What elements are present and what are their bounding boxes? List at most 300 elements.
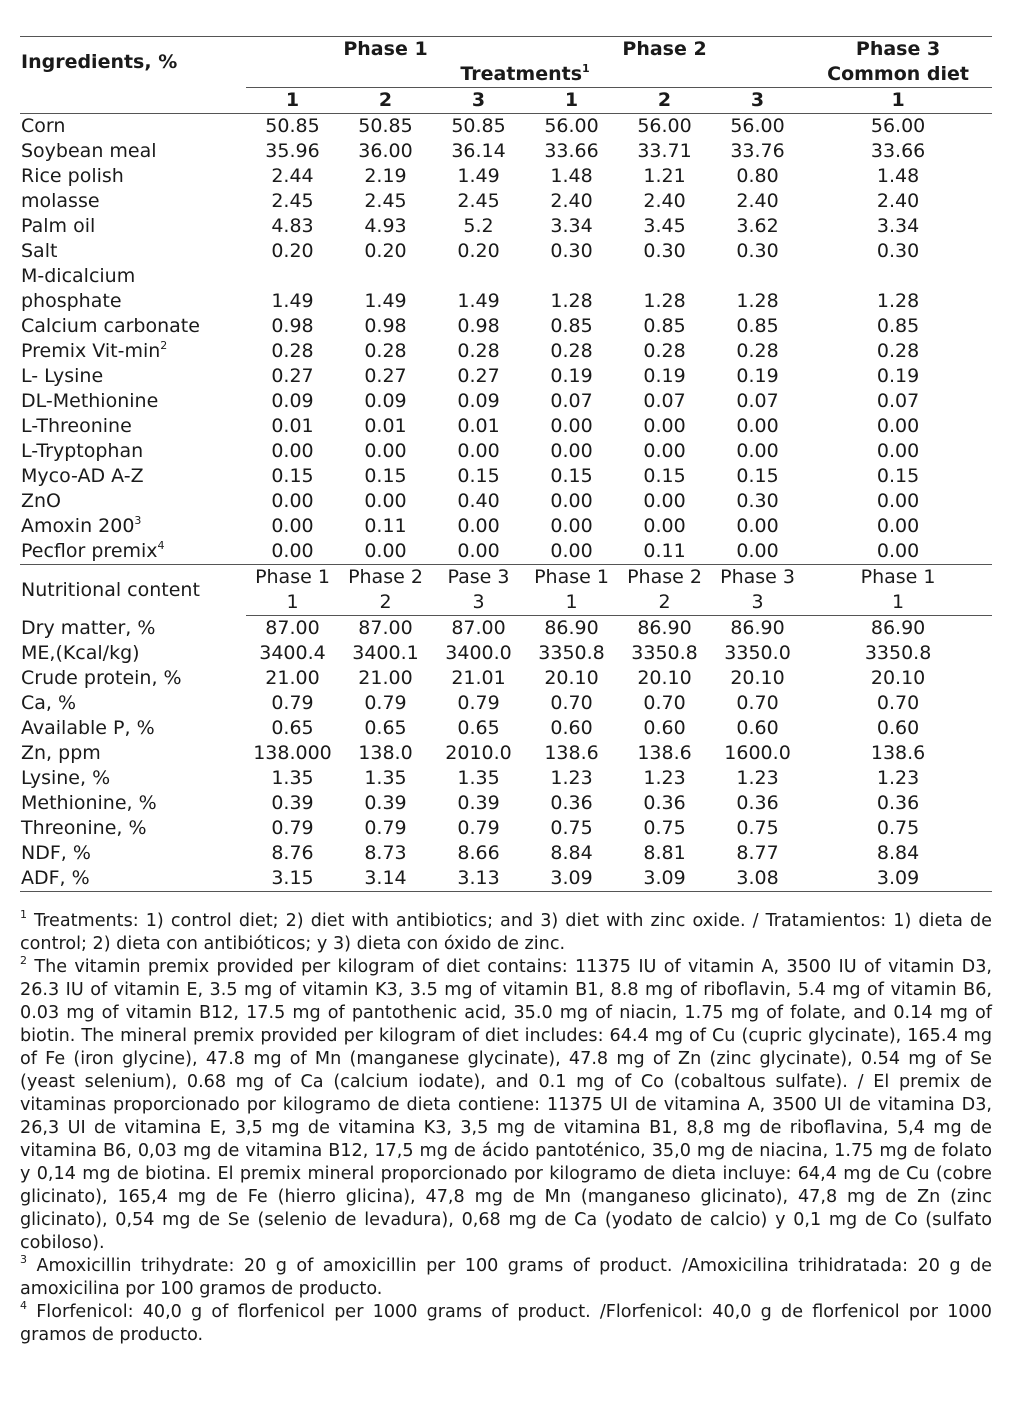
value-cell: 0.28	[271, 340, 314, 362]
row-label-text: phosphate	[21, 290, 122, 312]
value-cell: 0.36	[643, 792, 686, 814]
row-label-text: DL-Methionine	[21, 390, 159, 412]
value-cell: 8.66	[457, 842, 500, 864]
value-cell: 0.28	[876, 340, 920, 362]
nutritional-content-header: Nutritional content	[21, 578, 200, 601]
value-cell: 0.00	[643, 515, 686, 537]
row-label-text: M-dicalcium	[21, 265, 136, 287]
value-cell: 0.00	[364, 490, 407, 512]
row-label	[20, 791, 246, 816]
nutritional-phase-label: Phase 1	[860, 566, 936, 588]
row-label-text: Palm oil	[21, 215, 96, 237]
value-cell: 0.20	[271, 240, 314, 262]
nutritional-treatment-number: 1	[804, 590, 992, 616]
value-cell: 0.15	[876, 465, 920, 487]
value-cell: 3.45	[643, 215, 686, 237]
common-diet-header: Common diet	[804, 62, 992, 88]
value-cell: 1.28	[550, 290, 593, 312]
value-cell: 0.09	[271, 390, 314, 412]
row-label	[20, 666, 246, 691]
treatment-number-row	[20, 88, 992, 114]
value-cell: 3.09	[618, 866, 711, 892]
value-cell: 0.80	[736, 165, 779, 187]
nutritional-treatment-number: 1	[525, 590, 618, 616]
value-cell: 0.19	[876, 365, 920, 387]
footnote-mark: 2	[160, 339, 168, 352]
row-label-text: Corn	[21, 115, 66, 137]
value-cell: 0.85	[876, 315, 920, 337]
treatment-number: 3	[432, 88, 525, 114]
value-cell: 1.23	[643, 767, 686, 789]
row-label	[20, 539, 246, 565]
value-cell: 1600.0	[724, 742, 791, 764]
value-cell: 0.01	[457, 415, 500, 437]
value-cell: 2010.0	[445, 742, 512, 764]
value-cell: 1.48	[550, 165, 593, 187]
row-label	[20, 464, 246, 489]
value-cell	[804, 264, 992, 289]
value-cell: 0.85	[550, 315, 593, 337]
value-cell: 0.39	[457, 792, 500, 814]
value-cell: 0.07	[550, 390, 593, 412]
nutrient-row	[20, 666, 992, 691]
row-label	[20, 264, 246, 289]
value-cell: 0.00	[432, 539, 525, 565]
value-cell: 21.00	[265, 667, 320, 689]
value-cell: 3.14	[339, 866, 432, 892]
row-label-text: Rice polish	[21, 165, 124, 187]
value-cell: 86.90	[544, 617, 599, 639]
ingredient-row	[20, 214, 992, 239]
value-cell: 8.84	[550, 842, 593, 864]
value-cell: 50.85	[265, 115, 320, 137]
value-cell: 5.2	[463, 215, 494, 237]
value-cell: 1.35	[364, 767, 407, 789]
footnote-mark: 4	[20, 1299, 27, 1312]
ingredient-row	[20, 489, 992, 514]
value-cell: 0.30	[550, 240, 593, 262]
value-cell: 3.13	[432, 866, 525, 892]
value-cell: 0.60	[643, 717, 686, 739]
value-cell: 0.00	[246, 539, 339, 565]
footnote-text: Treatments: 1) control diet; 2) diet with antibiotics; and 3) diet with zinc oxide. / Tratamientos: 1) dieta de control; 2) dieta con antibióticos; y 3) dieta con óxido de zinc.	[20, 911, 992, 954]
row-label	[20, 716, 246, 741]
footnote-1	[20, 910, 992, 956]
ingredient-row	[20, 264, 992, 289]
value-cell: 1.23	[550, 767, 593, 789]
ingredient-row	[20, 539, 992, 565]
value-cell: 0.00	[711, 539, 804, 565]
value-cell: 0.79	[271, 692, 314, 714]
value-cell: 0.15	[271, 465, 314, 487]
value-cell: 0.00	[525, 539, 618, 565]
value-cell: 0.30	[876, 240, 920, 262]
row-label-text: Lysine, %	[21, 767, 111, 789]
row-label	[20, 164, 246, 189]
value-cell: 0.00	[271, 440, 314, 462]
value-cell: 0.30	[643, 240, 686, 262]
row-label	[20, 841, 246, 866]
row-label	[20, 616, 246, 642]
row-label	[20, 866, 246, 892]
value-cell: 86.90	[870, 617, 926, 639]
value-cell: 0.09	[364, 390, 407, 412]
ingredient-row	[20, 364, 992, 389]
value-cell: 138.6	[637, 742, 692, 764]
ingredient-row	[20, 414, 992, 439]
nutrient-row	[20, 816, 992, 841]
phase-2-header: Phase 2	[525, 37, 804, 63]
value-cell: 0.00	[271, 515, 314, 537]
row-label	[20, 339, 246, 364]
value-cell	[618, 264, 711, 289]
value-cell: 0.28	[364, 340, 407, 362]
nutritional-phase-label: Phase 1	[255, 566, 330, 588]
value-cell: 3.09	[525, 866, 618, 892]
value-cell: 33.66	[544, 140, 599, 162]
value-cell: 2.40	[736, 190, 779, 212]
value-cell: 1.49	[364, 290, 407, 312]
ingredient-row	[20, 189, 992, 214]
value-cell: 36.14	[451, 140, 506, 162]
treatment-number: 1	[246, 88, 339, 114]
value-cell: 0.00	[643, 415, 686, 437]
value-cell: 20.10	[870, 667, 926, 689]
value-cell: 1.49	[271, 290, 314, 312]
value-cell	[246, 264, 339, 289]
value-cell: 0.79	[364, 817, 407, 839]
row-label-text: Crude protein, %	[21, 667, 182, 689]
value-cell: 8.76	[271, 842, 314, 864]
diet-composition-table	[20, 36, 992, 892]
row-label-text: NDF, %	[21, 842, 91, 864]
footnote-4	[20, 1301, 992, 1347]
row-label-text: L- Lysine	[21, 365, 104, 387]
value-cell: 0.70	[736, 692, 779, 714]
value-cell	[432, 264, 525, 289]
value-cell: 0.60	[550, 717, 593, 739]
ingredient-row	[20, 464, 992, 489]
value-cell: 1.48	[876, 165, 920, 187]
footnotes	[20, 910, 992, 1347]
value-cell: 20.10	[544, 667, 599, 689]
value-cell: 8.77	[736, 842, 779, 864]
value-cell: 0.20	[457, 240, 500, 262]
value-cell: 0.65	[457, 717, 500, 739]
row-label	[20, 289, 246, 314]
row-label	[20, 439, 246, 464]
footnote-text: The vitamin premix provided per kilogram of diet contains: 11375 IU of vitamin A, 3500 IU of vitamin D3, 26.3 IU of vitamin E, 3.5 mg of vitamin K3, 3.5 mg of vitamin B1, 8.8 mg of riboflavin, 5.4 mg of vitamin B6, 0.03 mg of vitamin B12, 17.5 mg of pantothenic acid, 35.0 mg of niacin, 1.75 mg of folate, and 0.14 mg of biotin. The mineral premix provided per kilogram of diet includes: 64.4 mg of Cu (cupric glycinate), 165.4 mg of Fe (iron glycine), 47.8 mg of Mn (manganese glycinate), 47.8 mg of Zn (zinc glycinate), 0.54 mg of Se (yeast selenium), 0.68 mg of Ca (calcium iodate), and 0.1 mg of Co (cobaltous sulfate). / El premix de vitaminas proporcionado por kilogramo de dieta contiene: 11375 UI de vitamina A, 3500 UI de vitamina D3, 26,3 UI de vitamina E, 3,5 mg de vitamina K3, 3,5 mg de vitamina B1, 8,8 mg de riboflavina, 5,4 mg de vitamina B6, 0,03 mg de vitamina B12, 17,5 mg de ácido pantoténico, 35,0 mg de niacina, 1.75 mg de folato y 0,14 mg de biotina. El premix mineral proporcionado por kilogramo de dieta incluye: 64,4 mg de Cu (cobre glicinato), 165,4 mg de Fe (hierro glicina), 47,8 mg de Mn (manganeso glicinato), 47,8 mg de Zn (zinc glicinato), 0,54 mg de Se (selenio de levadura), 0,68 mg de Ca (yodato de calcio) y 0,1 mg de Co (sulfato cobiloso).	[20, 957, 992, 1253]
value-cell: 0.28	[550, 340, 593, 362]
value-cell: 2.45	[271, 190, 314, 212]
row-label	[20, 489, 246, 514]
value-cell: 0.00	[804, 539, 992, 565]
row-label-text: Soybean meal	[21, 140, 157, 162]
value-cell: 1.21	[643, 165, 686, 187]
value-cell: 0.39	[364, 792, 407, 814]
value-cell: 0.20	[364, 240, 407, 262]
row-label	[20, 239, 246, 264]
value-cell: 2.40	[876, 190, 920, 212]
value-cell: 0.07	[736, 390, 779, 412]
value-cell: 0.65	[364, 717, 407, 739]
value-cell: 2.45	[364, 190, 407, 212]
ingredient-row	[20, 314, 992, 339]
value-cell: 0.19	[550, 365, 593, 387]
value-cell: 0.36	[550, 792, 593, 814]
value-cell: 86.90	[637, 617, 692, 639]
value-cell: 0.79	[271, 817, 314, 839]
footnote-mark: 1	[20, 908, 27, 921]
row-label	[20, 364, 246, 389]
value-cell: 56.00	[730, 115, 785, 137]
value-cell: 0.75	[550, 817, 593, 839]
value-cell: 20.10	[730, 667, 785, 689]
treatment-number: 1	[804, 88, 992, 114]
value-cell: 0.00	[339, 539, 432, 565]
row-label-text: ME,(Kcal/kg)	[21, 642, 140, 664]
value-cell: 0.00	[736, 415, 779, 437]
footnote-text: Florfenicol: 40,0 g of florfenicol per 1000 grams of product. /Florfenicol: 40,0 g de florfenicol por 1000 gramos de producto.	[20, 1302, 992, 1345]
row-label-text: Dry matter, %	[21, 616, 156, 639]
ingredient-row	[20, 164, 992, 189]
value-cell: 0.15	[736, 465, 779, 487]
value-cell: 0.15	[364, 465, 407, 487]
nutrient-row	[20, 791, 992, 816]
value-cell: 0.01	[364, 415, 407, 437]
nutritional-phase-label: Phase 2	[348, 566, 423, 588]
value-cell: 2.40	[550, 190, 593, 212]
nutritional-phase-label: Phase 1	[534, 566, 609, 588]
value-cell: 0.75	[736, 817, 779, 839]
ingredient-row	[20, 239, 992, 264]
row-label-text: Pecflor premix	[21, 540, 158, 562]
value-cell: 2.40	[643, 190, 686, 212]
value-cell: 3.34	[876, 215, 920, 237]
value-cell: 0.00	[550, 415, 593, 437]
row-label	[20, 389, 246, 414]
nutritional-treatment-number: 2	[618, 590, 711, 616]
value-cell: 0.27	[364, 365, 407, 387]
value-cell: 87.00	[358, 617, 413, 639]
row-label	[20, 641, 246, 666]
nutritional-treatment-number: 3	[711, 590, 804, 616]
value-cell: 0.00	[643, 490, 686, 512]
value-cell: 0.11	[618, 539, 711, 565]
value-cell: 35.96	[265, 140, 320, 162]
ingredients-header: Ingredients, %	[20, 37, 246, 88]
ingredient-row	[20, 339, 992, 364]
nutritional-treatment-number: 3	[432, 590, 525, 616]
footnote-mark: 4	[157, 539, 165, 552]
value-cell: 8.73	[364, 842, 407, 864]
value-cell: 2.45	[457, 190, 500, 212]
value-cell: 0.36	[736, 792, 779, 814]
row-label-text: Myco-AD A-Z	[21, 465, 144, 487]
value-cell: 1.23	[736, 767, 779, 789]
value-cell: 8.81	[643, 842, 686, 864]
value-cell: 0.98	[271, 315, 314, 337]
ingredient-row	[20, 389, 992, 414]
value-cell: 1.35	[457, 767, 500, 789]
nutrient-row	[20, 616, 992, 642]
value-cell: 0.00	[643, 440, 686, 462]
row-label-text: Threonine, %	[21, 817, 147, 839]
value-cell: 0.00	[457, 440, 500, 462]
value-cell: 0.15	[643, 465, 686, 487]
value-cell: 0.00	[550, 515, 593, 537]
value-cell: 0.07	[643, 390, 686, 412]
value-cell: 0.65	[271, 717, 314, 739]
value-cell: 0.00	[736, 515, 779, 537]
value-cell: 138.000	[253, 742, 332, 764]
value-cell: 3.08	[711, 866, 804, 892]
value-cell: 1.28	[643, 290, 686, 312]
value-cell: 0.75	[876, 817, 920, 839]
row-label	[20, 514, 246, 539]
ingredient-row	[20, 439, 992, 464]
value-cell: 0.28	[736, 340, 779, 362]
value-cell: 8.84	[876, 842, 920, 864]
value-cell: 0.79	[457, 817, 500, 839]
value-cell: 4.83	[271, 215, 314, 237]
value-cell: 1.28	[736, 290, 779, 312]
ingredient-row	[20, 289, 992, 314]
value-cell: 3350.0	[724, 642, 791, 664]
value-cell: 0.79	[457, 692, 500, 714]
row-label-text: Methionine, %	[21, 792, 157, 814]
value-cell	[339, 264, 432, 289]
row-label-text: Calcium carbonate	[21, 315, 200, 337]
row-label-text: ADF, %	[21, 867, 90, 889]
value-cell: 21.01	[451, 667, 506, 689]
value-cell: 56.00	[870, 115, 926, 137]
value-cell: 50.85	[451, 115, 506, 137]
value-cell: 0.00	[271, 490, 314, 512]
value-cell: 3.09	[804, 866, 992, 892]
row-label-text: Amoxin 200	[21, 515, 135, 537]
footnote-mark: 3	[20, 1253, 27, 1266]
row-label-text: Premix Vit-min	[21, 340, 161, 362]
nutritional-phase-label: Phase 3	[720, 566, 795, 588]
value-cell: 4.93	[364, 215, 407, 237]
value-cell: 33.76	[730, 140, 785, 162]
footnote-mark: 3	[134, 514, 142, 527]
value-cell: 1.28	[876, 290, 920, 312]
value-cell: 0.27	[271, 365, 314, 387]
ingredient-row	[20, 514, 992, 539]
value-cell: 0.00	[876, 440, 920, 462]
footnote-text: Amoxicillin trihydrate: 20 g of amoxicillin per 100 grams of product. /Amoxicilina trihidratada: 20 g de amoxicilina por 100 gramos de producto.	[20, 1256, 992, 1299]
ingredient-row	[20, 114, 992, 140]
value-cell: 0.00	[457, 515, 500, 537]
footnote-mark: 2	[20, 954, 27, 967]
nutrient-row	[20, 641, 992, 666]
row-label-text: molasse	[21, 190, 100, 212]
value-cell: 0.75	[643, 817, 686, 839]
value-cell: 0.00	[876, 515, 920, 537]
value-cell: 3400.1	[352, 642, 419, 664]
value-cell: 138.0	[358, 742, 413, 764]
value-cell: 0.27	[457, 365, 500, 387]
value-cell	[525, 264, 618, 289]
row-label	[20, 314, 246, 339]
value-cell: 0.28	[643, 340, 686, 362]
row-label-text: Available P, %	[21, 717, 155, 739]
value-cell: 0.98	[457, 315, 500, 337]
value-cell: 33.66	[870, 140, 926, 162]
value-cell: 0.70	[643, 692, 686, 714]
row-label	[20, 816, 246, 841]
row-label-text: ZnO	[21, 490, 62, 512]
value-cell: 3.34	[550, 215, 593, 237]
value-cell: 36.00	[358, 140, 413, 162]
value-cell: 0.07	[876, 390, 920, 412]
row-label-text: Ca, %	[21, 692, 77, 714]
row-label	[20, 691, 246, 716]
value-cell: 0.39	[271, 792, 314, 814]
value-cell: 0.30	[736, 240, 779, 262]
value-cell: 0.70	[876, 692, 920, 714]
nutrient-row	[20, 766, 992, 791]
nutrient-row	[20, 841, 992, 866]
footnote-3	[20, 1255, 992, 1301]
value-cell: 0.00	[736, 440, 779, 462]
value-cell: 2.44	[271, 165, 314, 187]
value-cell: 0.30	[736, 490, 779, 512]
value-cell: 1.23	[876, 767, 920, 789]
treatment-number: 2	[339, 88, 432, 114]
value-cell: 0.98	[364, 315, 407, 337]
row-label	[20, 214, 246, 239]
value-cell: 2.19	[364, 165, 407, 187]
value-cell: 56.00	[637, 115, 692, 137]
value-cell: 0.00	[876, 490, 920, 512]
nutrient-row	[20, 866, 992, 892]
value-cell: 0.60	[736, 717, 779, 739]
value-cell: 0.09	[457, 390, 500, 412]
value-cell: 0.70	[550, 692, 593, 714]
value-cell: 50.85	[358, 115, 413, 137]
row-label	[20, 766, 246, 791]
value-cell: 21.00	[358, 667, 413, 689]
value-cell: 1.35	[271, 767, 314, 789]
value-cell: 0.85	[736, 315, 779, 337]
value-cell: 0.00	[550, 490, 593, 512]
value-cell: 3.62	[736, 215, 779, 237]
value-cell: 0.79	[364, 692, 407, 714]
value-cell: 0.00	[550, 440, 593, 462]
nutritional-treatment-number: 1	[246, 590, 339, 616]
value-cell: 138.6	[544, 742, 599, 764]
nutrient-row	[20, 691, 992, 716]
treatments-header: Treatments$^1$	[246, 62, 804, 88]
value-cell: 33.71	[637, 140, 692, 162]
value-cell: 3350.8	[864, 642, 932, 664]
value-cell: 0.00	[876, 415, 920, 437]
value-cell: 0.00	[364, 440, 407, 462]
row-label	[20, 741, 246, 766]
value-cell: 0.01	[271, 415, 314, 437]
nutritional-phase-row	[20, 565, 992, 591]
value-cell: 0.28	[457, 340, 500, 362]
value-cell: 1.49	[457, 165, 500, 187]
row-label	[20, 414, 246, 439]
nutritional-treatment-number: 2	[339, 590, 432, 616]
row-label-text: L-Threonine	[21, 415, 132, 437]
phase-3-header: Phase 3	[804, 37, 992, 63]
phase-header-row	[20, 37, 992, 63]
